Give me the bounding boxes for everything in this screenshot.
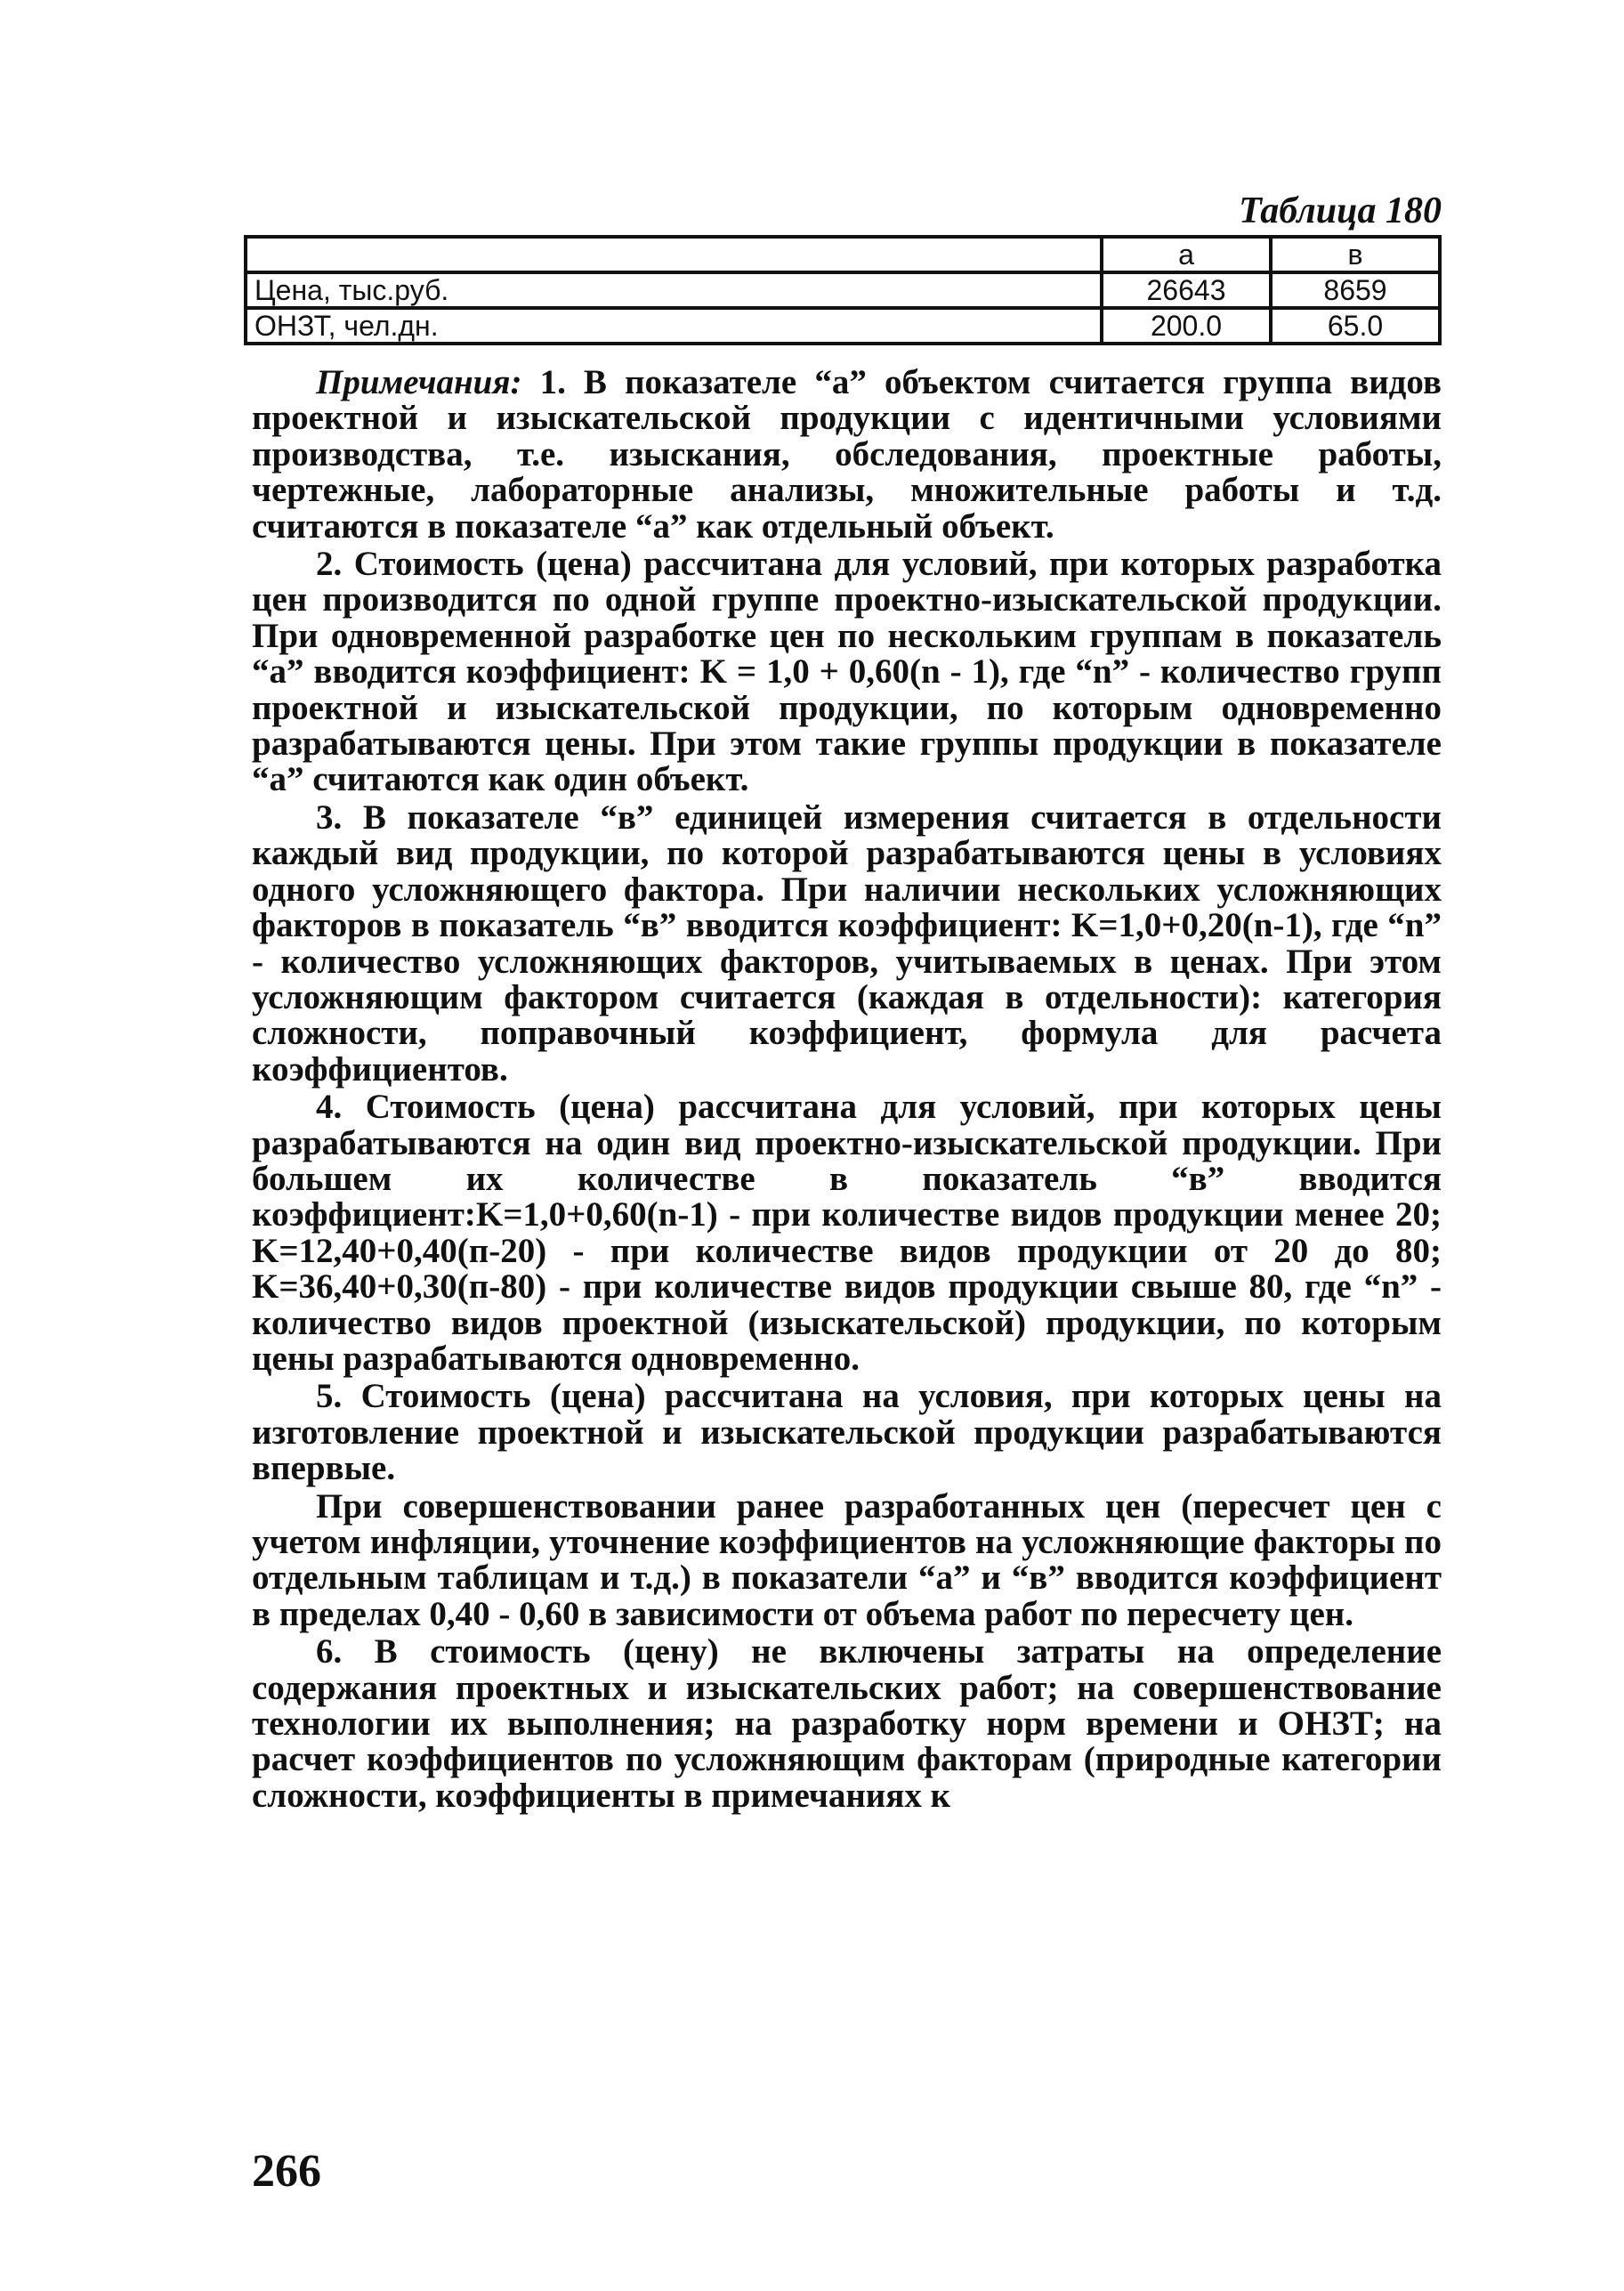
cell-a: 26643	[1102, 272, 1271, 308]
cell-v: 65.0	[1271, 308, 1440, 344]
note-5: 5. Стоимость (цена) рассчитана на условия, при которых цены на изготовление проектной и изыскательской продукции разрабатываются впервые.	[252, 1377, 1442, 1488]
table-row	[246, 308, 1440, 344]
note-2: 2. Стоимость (цена) рассчитана для условий, при которых разработка цен производится по одной группе проектно-изыскательской продукции. При одновременной разработке цен по нескольким группам в показатель “а” вводится коэффициент: K = 1,0 + 0,60(n - 1), где “n” - количество групп проектной и изыскательской продукции, по которым одновременно разрабатываются цены. При этом такие группы продукции в показателе “а” считаются как один объект.	[252, 545, 1442, 799]
cell-a: 200.0	[1102, 308, 1271, 344]
table-caption: Таблица 180	[1239, 190, 1442, 231]
header-cell-a: а	[1102, 237, 1271, 272]
note-5-continued: При совершенствовании ранее разработанных цен (пересчет цен с учетом инфляции, уточнение коэффициентов на усложняющие факторы по отдельным таблицам и т.д.) в показатели “а” и “в” вводится коэффициент в пределах 0,40 - 0,60 в зависимости от объема работ по пересчету цен.	[252, 1486, 1442, 1633]
table-header-row	[246, 237, 1440, 272]
note-6: 6. В стоимость (цену) не включены затраты на определение содержания проектных и изыскательских работ; на совершенствование технологии их выполнения; на разработку норм времени и ОНЗТ; на расчет коэффициентов по усложняющим факторам (природные категории сложности, коэффициенты в примечаниях к	[252, 1632, 1442, 1815]
note-1	[252, 365, 1442, 545]
notes-body	[252, 365, 1442, 1816]
header-cell-v: в	[1271, 237, 1440, 272]
header-cell-empty	[246, 237, 1102, 272]
note-1-text: 1. В показателе “а” объектом считается группа видов проектной и изыскательской продукции с идентичными условиями производства, т.е. изыскания, обследования, проектные работы, чертежные, лабораторные анализы, множительные работы и т.д. считаются в показателе “а” как отдельный объект.	[252, 363, 1442, 546]
row-label: Цена, тыс.руб.	[246, 272, 1102, 308]
cell-v: 8659	[1271, 272, 1440, 308]
note-3: 3. В показателе “в” единицей измерения считается в отдельности каждый вид продукции, по которой разрабатываются цены в условиях одного усложняющего фактора. При наличии нескольких усложняющих факторов в показатель “в” вводится коэффициент: K=1,0+0,20(n-1), где “n” - количество усложняющих факторов, учитываемых в ценах. При этом усложняющим фактором считается (каждая в отдельности): категория сложности, поправочный коэффициент, формула для расчета коэффициентов.	[252, 797, 1442, 1089]
row-label: ОНЗТ, чел.дн.	[246, 308, 1102, 344]
table-row	[246, 272, 1440, 308]
page-number: 266	[252, 2146, 321, 2197]
note-4: 4. Стоимость (цена) рассчитана для условий, при которых цены разрабатываются на один вид проектно-изыскательской продукции. При большем их количестве в показатель “в” вводится коэффициент:K=1,0+0,60(n-1) - при количестве видов продукции менее 20; K=12,40+0,40(п-20) - при количестве видов продукции от 20 до 80; K=36,40+0,30(п-80) - при количестве видов продукции свыше 80, где “n” - количество видов проектной (изыскательской) продукции, по которым цены разрабатываются одновременно.	[252, 1088, 1442, 1378]
price-table	[244, 235, 1442, 345]
notes-lead: Примечания:	[316, 363, 522, 401]
